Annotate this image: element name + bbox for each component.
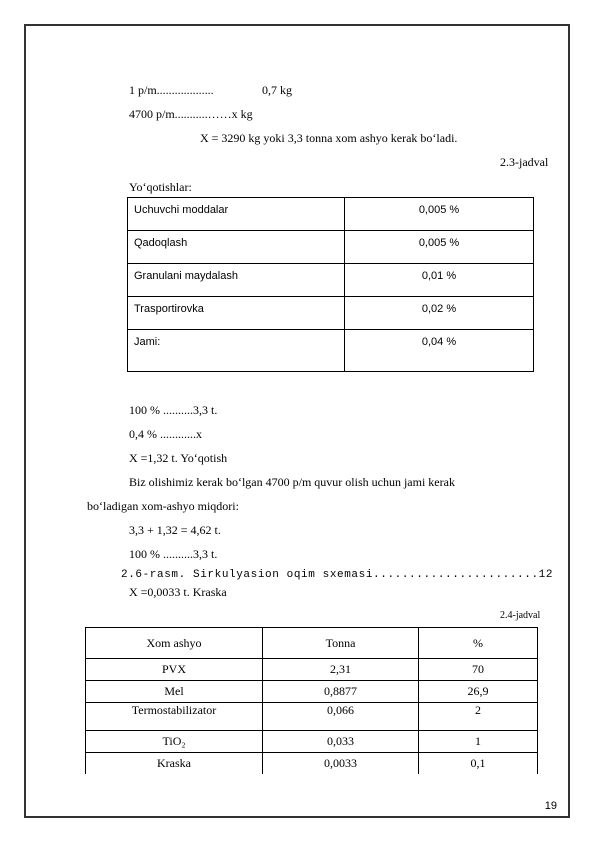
table-row — [86, 659, 538, 681]
material-ton: 2,31 — [263, 659, 419, 681]
paragraph-line-1: Biz olishimiz kerak bo‘lgan 4700 p/m quvur olish uchun jami kerak — [129, 475, 455, 489]
raw-materials-table — [85, 627, 538, 774]
header-percent: % — [419, 628, 538, 659]
toc-entry: 2.6-rasm. Sirkulyasion oqim sxemasi.......................12 — [121, 569, 554, 581]
material-ton: 0,033 — [263, 731, 419, 753]
material-name: PVX — [86, 659, 263, 681]
calc-line-3: 100 % ..........3,3 t. — [129, 403, 218, 417]
table-row — [128, 264, 534, 297]
page-number: 19 — [544, 800, 557, 812]
calc-line-4: 0,4 % ............x — [129, 427, 202, 441]
loss-name: Trasportirovka — [128, 297, 345, 330]
loss-value: 0,02 % — [345, 297, 534, 330]
table-row — [86, 703, 538, 731]
calc-result-3: X =0,0033 t. Kraska — [129, 585, 227, 599]
calc-line-1a: 1 p/m................... — [129, 83, 214, 97]
material-ton: 0,8877 — [263, 681, 419, 703]
loss-name: Jami: — [128, 330, 345, 372]
table-row — [128, 297, 534, 330]
table-caption-2: 2.4-jadval — [500, 610, 541, 621]
table-header-row — [86, 628, 538, 659]
material-name: Termostabilizator — [86, 703, 263, 731]
header-raw-material: Xom ashyo — [86, 628, 263, 659]
calc-line-5: 100 % ..........3,3 t. — [129, 547, 218, 561]
material-name: Kraska — [86, 753, 263, 775]
table-row — [128, 231, 534, 264]
calc-line-1b: 0,7 kg — [262, 83, 292, 97]
table-row — [128, 198, 534, 231]
paragraph-line-2: bo‘ladigan xom-ashyo miqdori: — [87, 499, 239, 513]
loss-name: Granulani maydalash — [128, 264, 345, 297]
calc-sum: 3,3 + 1,32 = 4,62 t. — [129, 523, 221, 537]
material-ton: 0,066 — [263, 703, 419, 731]
material-percent: 2 — [419, 703, 538, 731]
material-ton: 0,0033 — [263, 753, 419, 775]
table-row — [86, 753, 538, 775]
material-percent: 26,9 — [419, 681, 538, 703]
loss-name: Uchuvchi moddalar — [128, 198, 345, 231]
calc-result-1: X = 3290 kg yoki 3,3 tonna xom ashyo kerak bo‘ladi. — [200, 131, 458, 145]
calc-result-2: X =1,32 t. Yo‘qotish — [129, 451, 228, 465]
header-ton: Tonna — [263, 628, 419, 659]
loss-name: Qadoqlash — [128, 231, 345, 264]
material-percent: 70 — [419, 659, 538, 681]
loss-value: 0,01 % — [345, 264, 534, 297]
section-label-losses: Yo‘qotishlar: — [129, 180, 192, 194]
material-name: TiO₂ — [86, 731, 263, 753]
table-row — [86, 731, 538, 753]
material-name: Mel — [86, 681, 263, 703]
material-percent: 0,1 — [419, 753, 538, 775]
losses-table — [127, 197, 534, 372]
table-row — [86, 681, 538, 703]
table-caption-1: 2.3-jadval — [500, 155, 549, 169]
loss-value: 0,04 % — [345, 330, 534, 372]
table-row — [128, 330, 534, 372]
loss-value: 0,005 % — [345, 198, 534, 231]
loss-value: 0,005 % — [345, 231, 534, 264]
material-percent: 1 — [419, 731, 538, 753]
calc-line-2: 4700 p/m...........……x kg — [129, 107, 253, 121]
